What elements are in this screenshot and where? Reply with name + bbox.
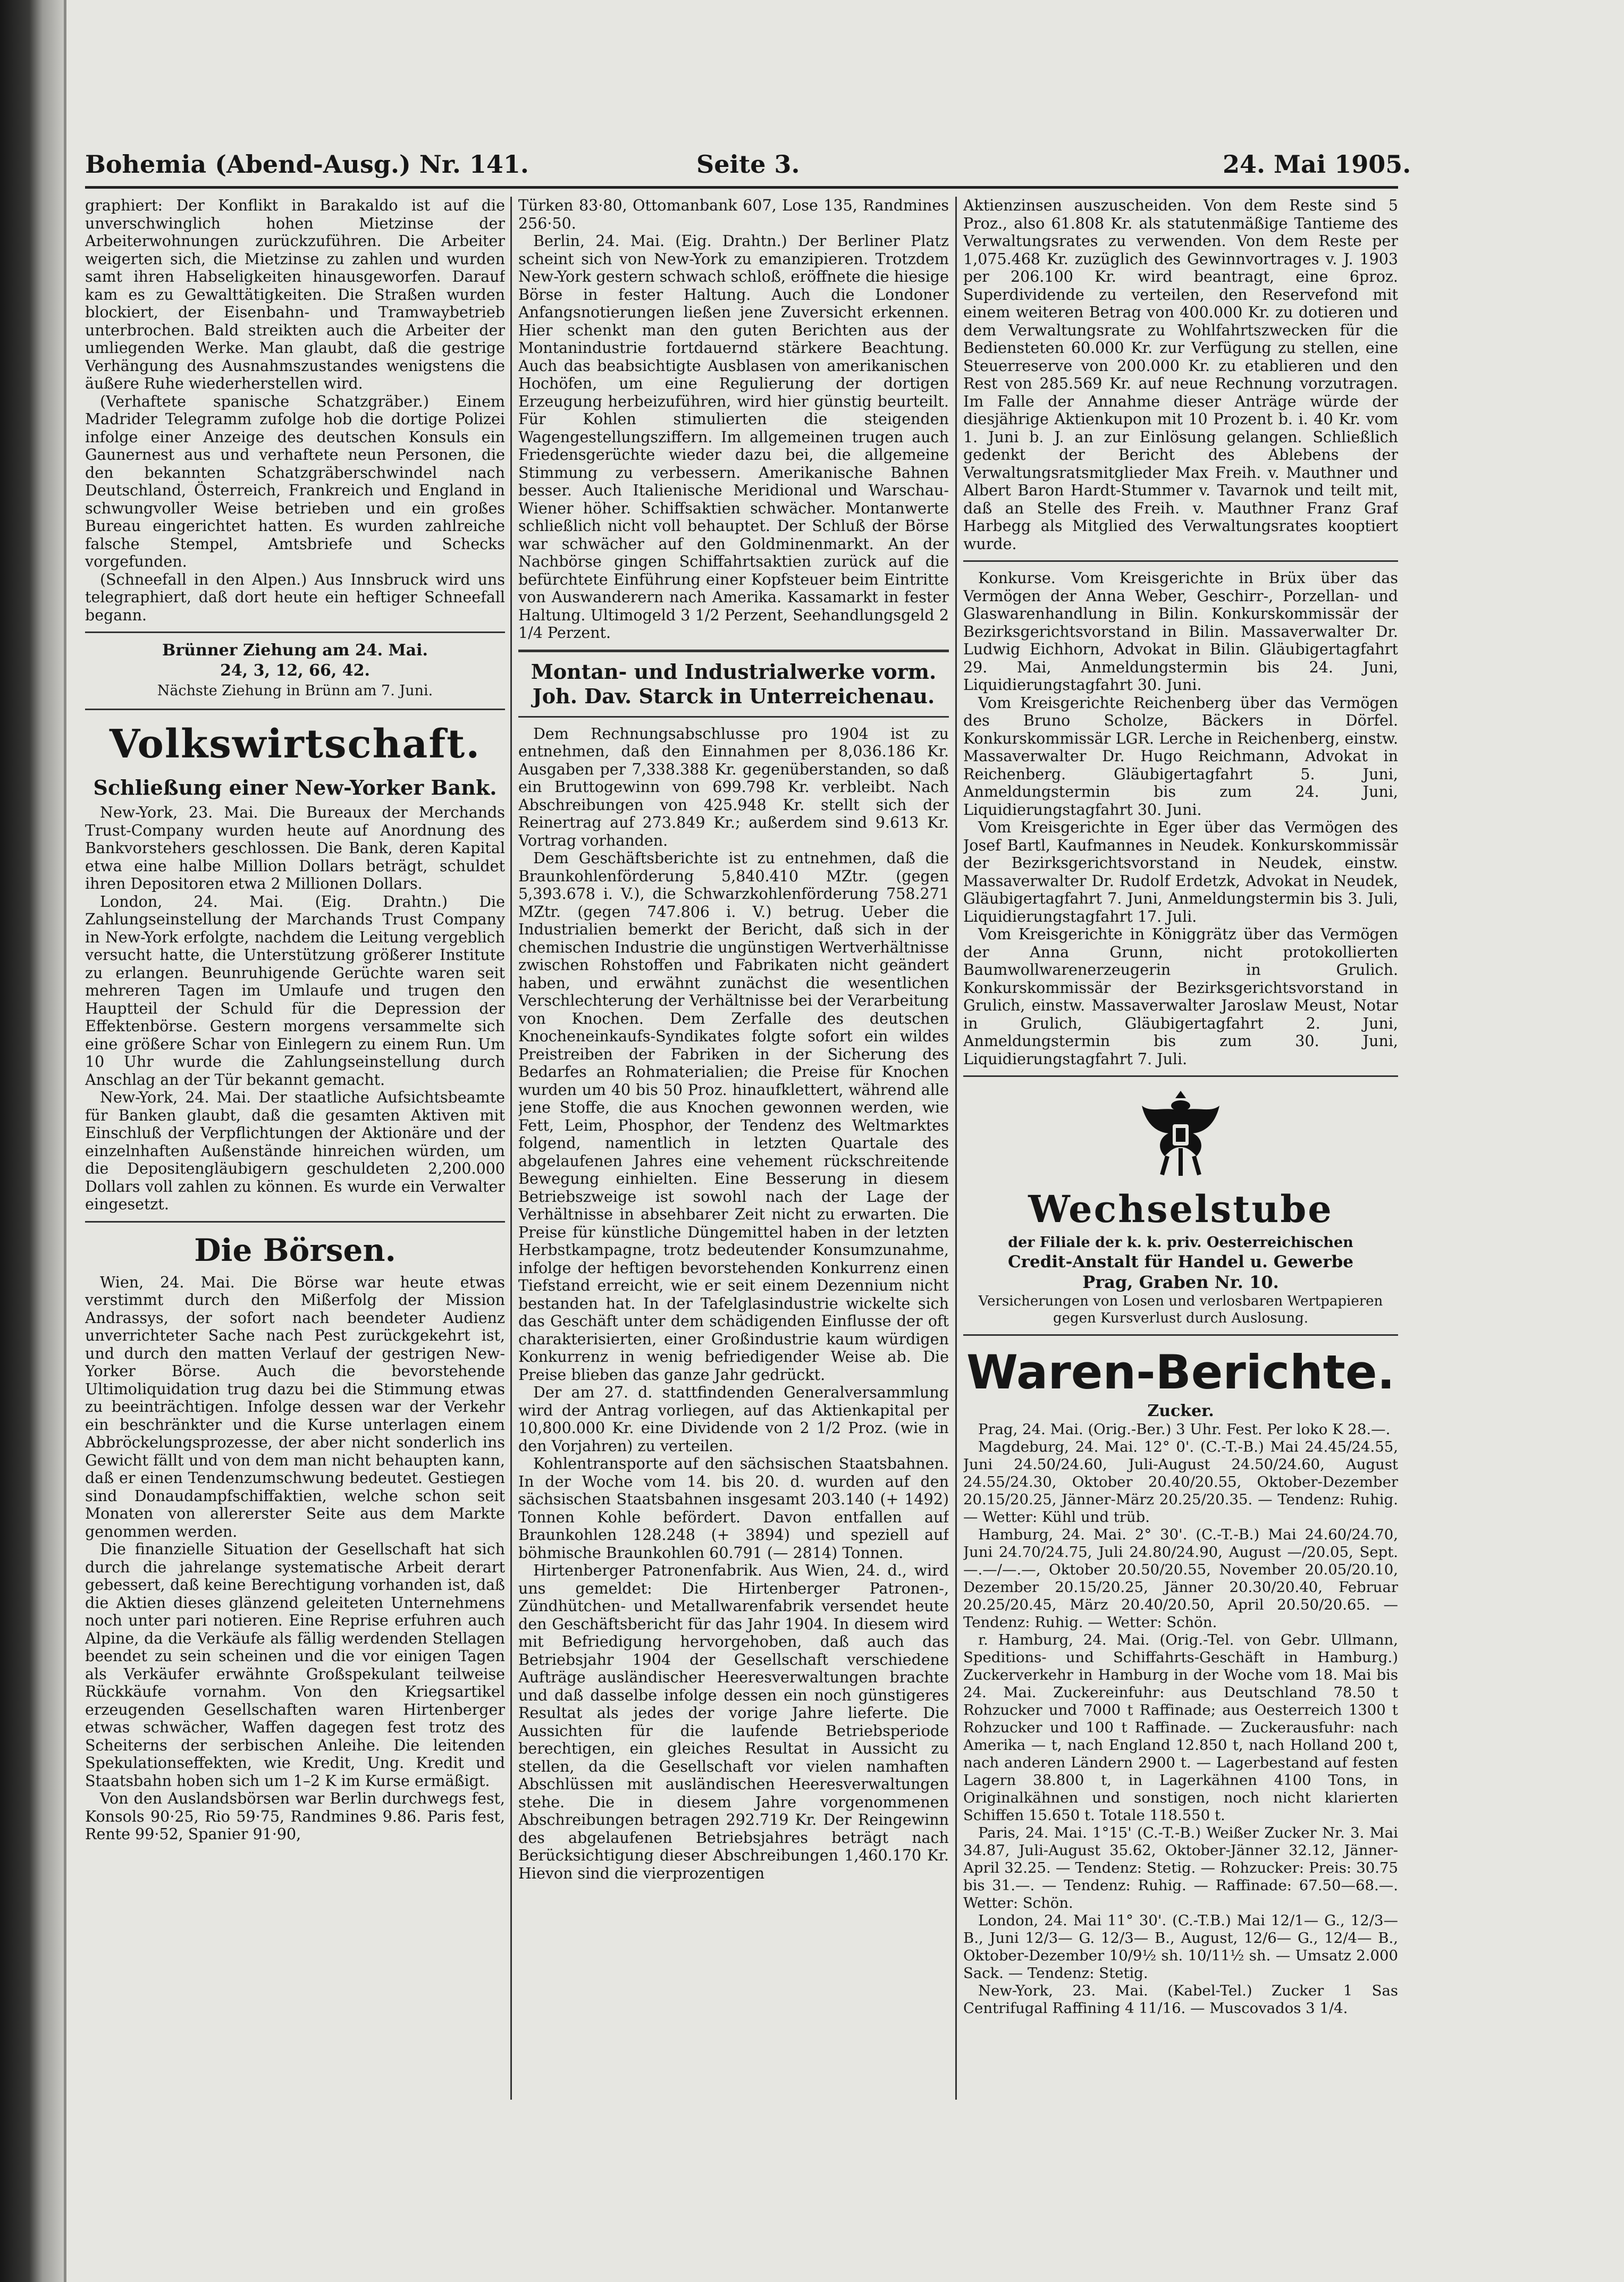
ad-note-2: gegen Kursverlust durch Auslosung. xyxy=(1053,1310,1309,1326)
divider xyxy=(85,631,505,633)
article-continuation: Aktienzinsen auszuscheiden. Von dem Reste sind 5 Proz., also 61.808 Kr. als statutenmäßige Tantieme des Verwaltungsrates zu verwenden. Von dem Reste per 1,075.468 Kr. zuzüglich des Gewinnvortrages v. J. 1903 per 206.100 Kr. wird beantragt, eine 6proz. Superdividende zu verteilen, den Reservefond mit einem weiteren Betrag von 400.000 Kr. zu dotieren und dem Verwaltungsrate zu Wohlfahrtszwecken für die Bediensteten 60.000 Kr. zur Verfügung zu stellen, eine Steuerreserve von 200.000 Kr. zu etablieren und den Rest von 285.569 Kr. auf neue Rechnung vorzutragen. Im Falle der Annahme dieser Anträge würde der diesjährige Aktienkupon mit 10 Prozent b. i. 40 Kr. vom 1. Juni b. J. an zur Einlösung gelangen. Schließlich gedenkt der Bericht des Ablebens der Verwaltungsratsmitglieder Max Freih. v. Mauthner und Albert Baron Hardt-Stummer v. Tavarnok und teilt mit, daß an Stelle des Freih. v. Mauthner Franz Graf Harbegg als Mitglied des Verwaltungsrates kooptiert wurde. xyxy=(963,197,1398,553)
double-eagle-emblem-icon xyxy=(1135,1084,1226,1180)
market-report-hamburg-1: Hamburg, 24. Mai. 2° 30'. (C.-T.-B.) Mai 24.60/24.70, Juni 24.70/24.75, Juli 24.80/24.90, August —/20.05, Sept. —.—/—.—, Oktober 20.50/20.55, November 20.05/20.10, Dezember 20.15/20.25, Jänner 20.30/20.40, Februar 20.25/20.45, März 20.40/20.50, April 20.50/20.65. — Tendenz: Ruhig. — Wetter: Schön. xyxy=(963,1526,1398,1631)
column-divider-2 xyxy=(955,197,957,2100)
article-financial-situation: Die finanzielle Situation der Gesellschaft hat sich durch die jahrelange systematische Arbeit derart gebessert, daß keine Berechtigung vorhanden ist, daß die Aktien dieses glänzend geleiteten Unternehmens noch unter pari notieren. Eine Reprise erfuhren auch Alpine, da die Verkäufe als fällig werdenden Stellagen beendet zu sein scheinen und die vor einigen Tagen als Verkäufer erwähnte Großspekulant teilweise Rückkäufe vornahm. Von den Kriegsartikel erzeugenden Gesellschaften waren Hirtenberger etwas schwächer, Waffen dagegen fest trotz des Scheiterns der serbischen Anleihe. Die leitenden Spekulationseffekten, wie Kredit, Ung. Kredit und Staatsbahn hoben sich um 1–2 K im Kurse ermäßigt. xyxy=(85,1540,505,1790)
article-continuation: Türken 83·80, Ottomanbank 607, Lose 135, Randmines 256·50. xyxy=(518,197,949,232)
page-header xyxy=(85,150,1411,187)
article-berlin: Berlin, 24. Mai. (Eig. Drahtn.) Der Berliner Platz scheint sich von New-York zu emanzipieren. Trotzdem New-York gestern schwach schloß, eröffnete die hiesige Börse in fester Haltung. Auch die Londoner Anfangsnotierungen ließen jene Zuversicht erkennen. Hier schenkt man den guten Berichten aus der Montanindustrie fortdauernd stärkere Beachtung. Auch das beabsichtigte Ausblasen von amerikanischen Hochöfen, um eine Regulierung der dortigen Erzeugung herbeizuführen, wird hier günstig beurteilt. Für Kohlen stimulierten die steigenden Wagengestellungsziffern. Im allgemeinen trugen auch Friedensgerüchte wieder dazu bei, die allgemeine Stimmung zu verbessern. Amerikanische Bahnen besser. Auch Italienische Meridional und Warschau-Wiener höher. Schiffsaktien schwächer. Montanwerte schließlich nicht voll behauptet. Der Schluß der Börse war schwächer auf den Goldminenmarkt. An der Nachbörse gingen Schiffahrtsaktien zurück auf die befürchtete Einführung einer Kopfsteuer beim Eintritte von Auswanderern nach Amerika. Kassamarkt in fester Haltung. Ultimogeld 3 1/2 Perzent, Seehandlungsgeld 2 1/4 Perzent. xyxy=(518,232,949,642)
section-title-volkswirtschaft: Volkswirtschaft. xyxy=(109,721,481,767)
market-report-london: London, 24. Mai 11° 30'. (C.-T.B.) Mai 12/1— G., 12/3— B., Juni 12/3— G. 12/3— B., August, 12/6— G., 12/4— B., Oktober-Dezember 10/9½ sh. 10/11½ sh. — Umsatz 2.000 Sack. — Tendenz: Stetig. xyxy=(963,1912,1398,1982)
article-wien: Wien, 24. Mai. Die Börse war heute etwas verstimmt durch den Mißerfolg der Mission Andrassys, der sofort nach beendeter Audienz unverrichteter Sache nach Pest zurückgekehrt ist, und durch den matten Verlauf der gestrigen New-Yorker Börse. Auch die bevorstehende Ultimoliquidation trug dazu bei die Stimmung etwas zu beeinträchtigen. Infolge dessen war der Verkehr ein beschränkter und die Kurse unterlagen einem Abbröckelungsprozesse, der aber nicht sonderlich ins Gewicht fällt und von dem man nicht behaupten kann, daß er einen Tendenzumschwung bedeutet. Gestiegen sind Donaudampfschiffaktien, welche schon seit Monaten von allererster Seite aus dem Markte genommen werden. xyxy=(85,1273,505,1540)
article-strike-barakaldo: graphiert: Der Konflikt in Barakaldo ist auf die unverschwinglich hohen Mietzinse der Arbeiterwohnungen zurückzuführen. Die Arbeiter weigerten sich, die Mietzinse zu zahlen und wurden samt ihren Habseligkeiten hinausgeworfen. Darauf kam es zu Gewalttätigkeiten. Die Straßen wurden blockiert, der Eisenbahn- und Tramwaybetrieb unterbrochen. Bald streikten auch die Arbeiter der umliegenden Werke. Man glaubt, daß die gestrige Verhängung des Ausnahmszustandes wenigstens die äußere Ruhe wiederherstellen wird. xyxy=(85,197,505,392)
article-schneefall: (Schneefall in den Alpen.) Aus Innsbruck wird uns telegraphiert, daß dort heute ein heftiger Schneefall begann. xyxy=(85,570,505,624)
article-kohlentransporte: Kohlentransporte auf den sächsischen Staatsbahnen. In der Woche vom 14. bis 20. d. wurden auf den sächsischen Staatsbahnen insgesamt 203.140 (+ 1492) Tonnen Kohle befördert. Davon entfallen auf Braunkohlen 128.248 (+ 3894) und speziell auf böhmische Braunkohlen 60.791 (— 2814) Tonnen. xyxy=(518,1455,949,1562)
divider xyxy=(518,716,949,718)
notice-konkurs-3: Vom Kreisgerichte in Eger über das Vermögen des Josef Bartl, Kaufmannes in Neudek. Konkurskommissär der Bezirksgerichtsvorstand in Neudek, einstw. Massaverwalter Dr. Rudolf Erdetzk, Advokat in Neudek, Gläubigertagfahrt 7. Juni, Anmeldungstermin bis 3. Juli, Liquidierungstagfahrt 17. Juli. xyxy=(963,819,1398,925)
lottery-heading: Brünner Ziehung am 24. Mai. xyxy=(162,641,428,660)
subtitle-bank-closure: Schließung einer New-Yorker Bank. xyxy=(93,776,497,799)
issue-date: 24. Mai 1905. xyxy=(1223,150,1411,179)
notice-konkurs-1: Konkurse. Vom Kreisgerichte in Brüx über das Vermögen der Anna Weber, Geschirr-, Porzellan- und Glaswarenhandlung in Bilin. Konkurskommissär der Bezirksgerichtsvorstand in Bilin. Massaverwalter Dr. Ludwig Eichhorn, Advokat in Bilin. Gläubigertagfahrt 29. Mai, Anmeldungstermin bis 24. Juni, Liquidierungstagfahrt 30. Juni. xyxy=(963,569,1398,694)
header-rule xyxy=(85,186,1398,189)
notice-konkurs-2: Vom Kreisgerichte Reichenberg über das Vermögen des Bruno Scholze, Bäckers in Dörfel. Konkurskommissär LGR. Lerche in Reichenberg, einstw. Massaverwalter Dr. Hugo Reichmann, Advokat in Reichenberg. Gläubigertagfahrt 5. Juni, Anmeldungstermin bis zum 24. Juni, Liquidierungstagfahrt 30. Juni. xyxy=(963,694,1398,819)
adjacent-page-edge xyxy=(0,0,64,2282)
article-montan-3: Der am 27. d. stattfindenden Generalversammlung wird der Antrag vorliegen, auf das Aktienkapital per 10,800.000 Kr. eine Dividende von 2 1/2 Proz. (wie in den Vorjahren) zu verteilen. xyxy=(518,1384,949,1455)
column-divider-1 xyxy=(510,197,512,2100)
subtitle-boersen: Die Börsen. xyxy=(194,1232,396,1268)
ad-title: Wechselstube xyxy=(1028,1187,1333,1231)
column-3 xyxy=(963,197,1398,2100)
article-london: London, 24. Mai. (Eig. Drahtn.) Die Zahlungseinstellung der Marchands Trust Company in New-York erfolgte, nachdem die Leitung vergeblich versucht hatte, die Unterstützung größerer Institute zu erlangen. Beunruhigende Gerüchte waren seit mehreren Tagen im Umlaufe und trugen den Hauptteil der Schuld für die Depression der Effektenbörse. Gestern morgens versammelte sich eine größere Schar von Einlegern zu einem Run. Um 10 Uhr wurde die Zahlungseinstellung durch Anschlag an der Tür bekannt gemacht. xyxy=(85,892,505,1089)
ad-line-1: der Filiale der k. k. priv. Oesterreichischen xyxy=(1008,1234,1353,1251)
article-schatzgraeber: (Verhaftete spanische Schatzgräber.) Einem Madrider Telegramm zufolge hob die dortige Polizei infolge einer Anzeige des deutschen Konsuls ein Gaunernest aus und verhaftete neun Personen, die den bekannten Schatzgräberschwindel nach Deutschland, Österreich, Frankreich und England in schwungvoller Weise betrieben und ein großes Bureau eingerichtet hatten. Es wurden zahlreiche falsche Stempel, Amtsbriefe und Schecks vorgefunden. xyxy=(85,392,505,570)
section-title-waren-berichte: Waren-Berichte. xyxy=(966,1345,1395,1400)
article-montan-2: Dem Geschäftsberichte ist zu entnehmen, daß die Braunkohlenförderung 5,840.410 MZtr. (gegen 5,393.678 i. V.), die Schwarzkohlenförderung 758.271 MZtr. (gegen 747.806 i. V.) betrug. Ueber die Industrialien bemerkt der Bericht, daß sich in der chemischen Industrie die ungünstigen Wertverhältnisse zwischen Rohstoffen und Fabrikaten nicht geändert haben, und erwähnt zunächst die wesentlichen Verschlechterung der Verhältnisse bei der Verarbeitung von Knochen. Dem Zerfalle des deutschen Knocheneinkaufs-Syndikates folgte sofort ein wildes Preistreiben der Fabriken in der Sicherung des Bedarfes an Rohmaterialien; die Preise für Knochen wurden um 40 bis 50 Proz. hinaufklettert, während alle jene Stoffe, die aus Knochen gewonnen werden, wie Fett, Leim, Phosphor, der Tendenz des Weltmarktes folgend, namentlich in letzten Quartale des abgelaufenen Jahres eine vehement rückschreitende Bewegung einhielten. Eine Besserung in diesem Betriebszweige ist sowohl nach der Lage der Verhältnisse in absehbarer Zeit nicht zu erwarten. Die Preise für künstliche Düngemittel haben in der letzten Herbstkampagne, trotz bedeutender Konsumzunahme, infolge der heftigen bevorstehenden Konkurrenz einen Tiefstand erreicht, wie er seit einem Dezennium nicht bestanden hat. In der Tafelglasindustrie wickelte sich das Geschäft unter dem schädigenden Einflusse der oft charakterisierten, einer Großindustrie kaum würdigen Konkurrenz in wenig befriedigender Weise ab. Die Preise blieben das ganze Jahr gedrückt. xyxy=(518,849,949,1384)
notice-konkurs-4: Vom Kreisgerichte in Königgrätz über das Vermögen der Anna Grunn, nicht protokollierten Baumwollwarenerzeugerin in Grulich. Konkurskommissär der Bezirksgerichtsvorstand in Grulich, einstw. Massaverwalter Jaroslaw Meust, Notar in Grulich, Gläubigertagfahrt 2. Juni, Anmeldungstermin bis zum 30. Juni, Liquidierungstagfahrt 7. Juli. xyxy=(963,925,1398,1068)
article-montan-1: Dem Rechnungsabschlusse pro 1904 ist zu entnehmen, daß den Einnahmen per 8,036.186 Kr. Ausgaben per 7,338.388 Kr. gegenüberstanden, so daß ein Bruttogewinn von 699.798 Kr. verbleibt. Nach Abschreibungen von 425.948 Kr. stellt sich der Reinertrag auf 273.849 Kr.; außerdem sind 9.613 Kr. Vortrag vorhanden. xyxy=(518,725,949,849)
title-montanwerke: Montan- und Industrialwerke vorm. Joh. Dav. Starck in Unterreichenau. xyxy=(531,659,937,708)
column-2 xyxy=(518,197,949,2100)
divider xyxy=(963,560,1398,562)
divider xyxy=(85,1221,505,1223)
divider xyxy=(963,1075,1398,1077)
subtitle-zucker: Zucker. xyxy=(1147,1402,1214,1420)
advertisement-wechselstube xyxy=(963,1084,1398,1327)
column-1 xyxy=(85,197,505,2100)
ad-address: Prag, Graben Nr. 10. xyxy=(1082,1272,1279,1292)
divider xyxy=(85,709,505,710)
article-hirtenberger: Hirtenberger Patronenfabrik. Aus Wien, 24. d., wird uns gemeldet: Die Hirtenberger Patronen-, Zündhütchen- und Metallwarenfabrik versendet heute den Geschäftsbericht für das Jahr 1904. In diesem wird mit Befriedigung hervorgehoben, daß auch das Betriebsjahr 1904 der Gesellschaft verschiedene Aufträge ausländischer Heeresverwaltungen brachte und daß dasselbe infolge dessen ein noch günstigeres Resultat als jedes der vorige Jahre lieferte. Die Aussichten für die laufende Betriebsperiode berechtigen, ein gleiches Resultat in Aussicht zu stellen, da die Gesellschaft vor vielen namhaften Abschlüssen mit ausländischen Heeresverwaltungen stehe. Die in diesem Jahre vorgenommenen Abschreibungen betragen 292.719 Kr. Der Reingewinn des abgelaufenen Betriebsjahres beträgt nach Berücksichtigung dieser Abschreibungen 1,460.170 Kr. Hievon sind die vierprozentigen xyxy=(518,1562,949,1882)
market-report-newyork: New-York, 23. Mai. (Kabel-Tel.) Zucker 1 Sas Centrifugal Raffining 4 11/16. — Muscovados 3 1/4. xyxy=(963,1982,1398,2017)
article-newyork-2: New-York, 24. Mai. Der staatliche Aufsichtsbeamte für Banken glaubt, daß die gesamten Aktiven mit Einschluß der Verpflichtungen der Aktionäre und der einzelnhaften Außenstände hinreichen würden, um die Depositengläubigern geschuldeten 2,200.000 Dollars voll zahlen zu können. Es wurde ein Verwalter eingesetzt. xyxy=(85,1089,505,1213)
divider xyxy=(518,650,949,652)
divider xyxy=(963,1334,1398,1336)
market-report-magdeburg: Magdeburg, 24. Mai. 12° 0'. (C.-T.-B.) Mai 24.45/24.55, Juni 24.50/24.60, Juli-August 24.50/24.60, August 24.55/24.30, Oktober 20.40/20.55, Oktober-Dezember 20.15/20.25, Jänner-März 20.25/20.35. — Tendenz: Ruhig. — Wetter: Kühl und trüb. xyxy=(963,1438,1398,1526)
article-newyork-1: New-York, 23. Mai. Die Bureaux der Merchands Trust-Company wurden heute auf Anordnung des Bankvorstehers geschlossen. Die Bank, deren Kapital etwa eine halbe Million Dollars beträgt, schuldet ihren Depositoren etwa 2 Millionen Dollars. xyxy=(85,804,505,892)
ad-line-2: Credit-Anstalt für Handel u. Gewerbe xyxy=(1007,1252,1354,1271)
page-number: Seite 3. xyxy=(696,150,800,179)
market-report-prag: Prag, 24. Mai. (Orig.-Ber.) 3 Uhr. Fest. Per loko K 28.—. xyxy=(978,1421,1391,1438)
publication-name: Bohemia (Abend-Ausg.) Nr. 141. xyxy=(85,150,529,179)
article-foreign-exchanges: Von den Auslandsbörsen war Berlin durchwegs fest, Konsols 90·25, Rio 59·75, Randmines 9.86. Paris fest, Rente 99·52, Spanier 91·90, xyxy=(85,1790,505,1843)
market-report-paris: Paris, 24. Mai. 1°15' (C.-T.-B.) Weißer Zucker Nr. 3. Mai 34.87, Juli-August 35.62, Oktober-Jänner 32.12, Jänner-April 32.25. — Tendenz: Stetig. — Rohzucker: Preis: 30.75 bis 31.—. — Tendenz: Ruhig. — Raffinade: 67.50—68.—. Wetter: Schön. xyxy=(963,1824,1398,1912)
market-report-hamburg-2: r. Hamburg, 24. Mai. (Orig.-Tel. von Gebr. Ullmann, Speditions- und Schiffahrts-Geschäft in Hamburg.) Zuckerverkehr in Hamburg in der Woche vom 18. Mai bis 24. Mai. Zuckereinfuhr: aus Deutschland 78.50 t Rohzucker und 7000 t Raffinade; aus Oesterreich 1300 t Rohzucker und 100 t Raffinade. — Zuckerausfuhr: nach Amerika — t, nach England 12.850 t, nach Holland 200 t, nach anderen Ländern 2900 t. — Lagerbestand auf festen Lagern 38.800 t, in Lagerkähnen 4100 Tons, in Originalkähnen und sonstigen, noch nicht klarierten Schiffen 15.650 t. Totale 118.550 t. xyxy=(963,1631,1398,1824)
lottery-numbers: 24, 3, 12, 66, 42. xyxy=(220,661,370,680)
ad-note-1: Versicherungen von Losen und verlosbaren Wertpapieren xyxy=(978,1293,1383,1309)
lottery-next-draw: Nächste Ziehung in Brünn am 7. Juni. xyxy=(157,683,433,699)
